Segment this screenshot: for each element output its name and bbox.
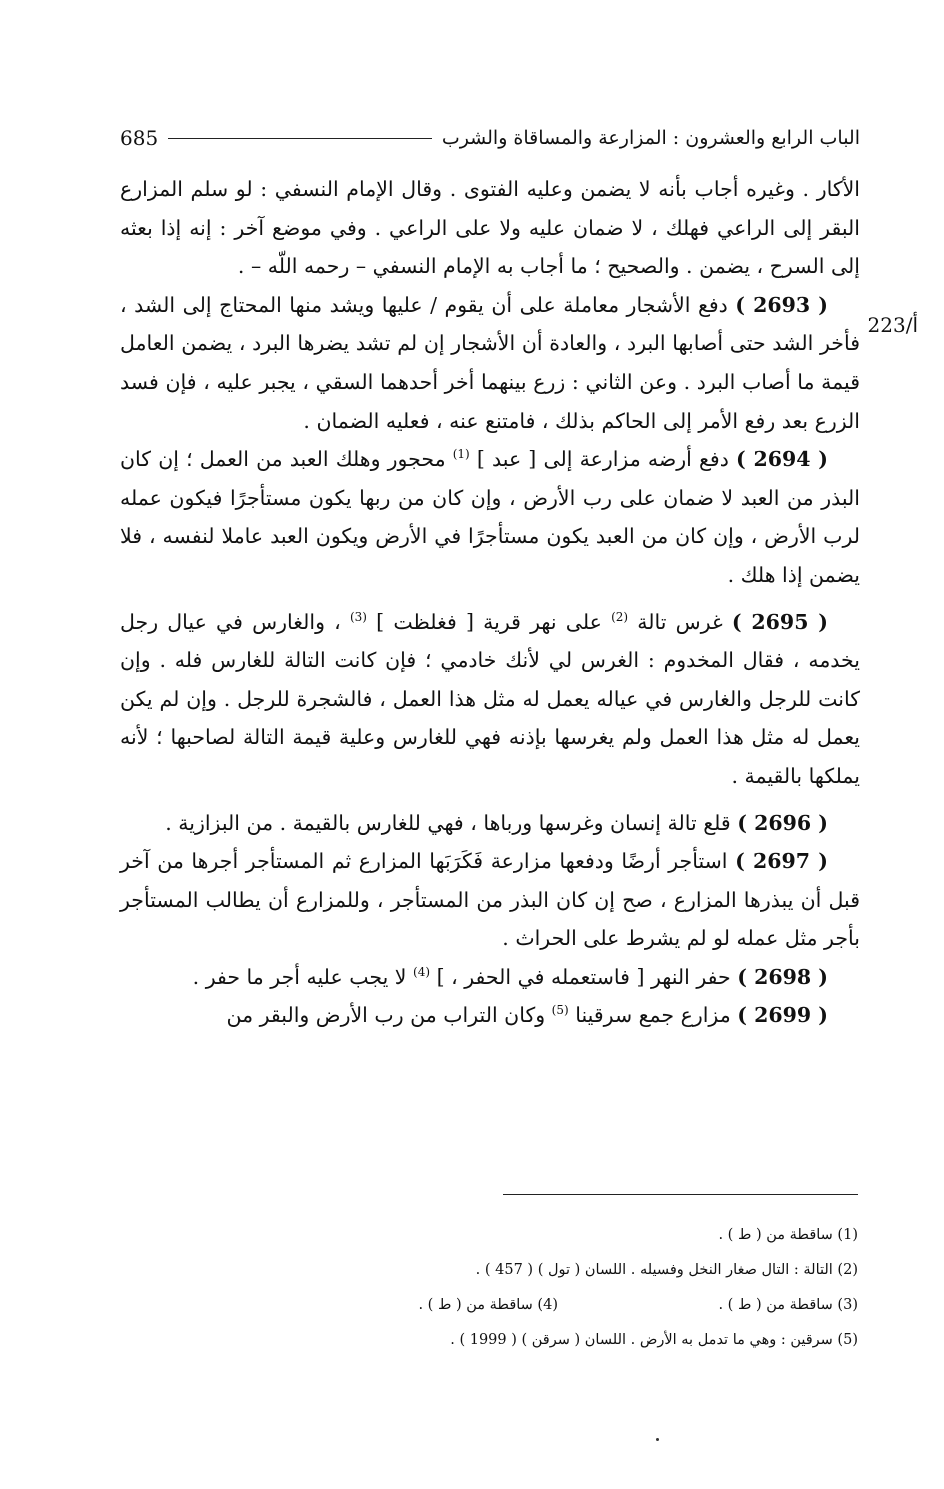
footnote-divider <box>503 1194 858 1195</box>
paragraph-text: استأجر أرضًا ودفعها مزارعة فَكَرَبَها المزارع ثم المستأجر أجرها من آخر قبل أن يبذرها المزارع ، صح إن كان البذر من المستأجر ، وللمزارع أن يطالب المستأجر بأجر مثل عمله لو لم يشرط على الحراث . <box>120 849 860 951</box>
footnote-2: (2) التالة : التال صغار النخل وفسيله . اللسان ( تول ) ( 457 ) . <box>475 1262 858 1278</box>
footnote-ref[interactable]: (5) <box>551 1003 569 1018</box>
paragraph-2696 <box>120 804 860 843</box>
paragraph-text: دفع الأشجار معاملة على أن يقوم / عليها ويشد منها المحتاج إلى الشد ، فأخر الشد حتى أصابها البرد ، والعادة أن الأشجار إن لم تشد يضرها البرد ، يضمن العامل قيمة ما أصاب البرد . وعن الثاني : زرع بينهما أخر أحدهما السقي ، يجبر عليه ، فإن فسد الزرع بعد رفع الأمر إلى الحاكم بذلك ، فامتنع عنه ، فعليه الضمان . <box>120 292 860 433</box>
footnotes <box>240 1218 858 1358</box>
paragraph-2694 <box>120 440 860 594</box>
paragraph-number: ( 2693 ) <box>735 292 828 317</box>
footnote-ref[interactable]: (4) <box>413 965 431 980</box>
footnote-4: (4) ساقطة من ( ط ) . <box>418 1297 558 1313</box>
paragraph-text: على نهر قرية [ فغلظت ] <box>376 609 602 634</box>
footnote-ref[interactable]: (2) <box>611 609 629 624</box>
footnote-3: (3) ساقطة من ( ط ) . <box>718 1297 858 1313</box>
main-text <box>120 170 860 1035</box>
paragraph-2693 <box>120 286 860 440</box>
paragraph-number: ( 2698 ) <box>737 964 828 989</box>
footnote-5: (5) سرقين : وهي ما تدمل به الأرض . اللسان ( سرقن ) ( 1999 ) . <box>450 1332 858 1348</box>
paragraph-text: دفع أرضه مزارعة إلى [ عبد ] <box>476 447 729 472</box>
paragraph-text: محجور وهلك العبد من العمل ؛ إن كان البذر من العبد لا ضمان على رب الأرض ، وإن كان من ربها يكون مستأجرًا فيكون عمله لرب الأرض ، وإن كان من العبد يكون مستأجرًا في الأرض ويكون العبد عاملا لنفسه ، فلا يضمن إذا هلك . <box>120 447 860 587</box>
paragraph-text: الأكار . وغيره أجاب بأنه لا يضمن وعليه الفتوى . وقال الإمام النسفي : لو سلم المزارع البقر إلى الراعي فهلك ، لا ضمان عليه ولا على الراعي . وفي موضع آخر : إنه إذا بعثه إلى السرح ، يضمن . والصحيح ؛ ما أجاب به الإمام النسفي – رحمه اللّه – . <box>120 177 860 279</box>
paragraph-2699 <box>120 996 860 1035</box>
paragraph-number: ( 2699 ) <box>737 1003 828 1028</box>
chapter-title: الباب الرابع والعشرون : المزارعة والمساقاة والشرب <box>441 127 860 149</box>
page-number: 685 <box>120 126 159 150</box>
paragraph-2695 <box>120 603 860 796</box>
paragraph-number: ( 2694 ) <box>735 447 828 472</box>
paragraph-text: لا يجب عليه أجر ما حفر . <box>192 964 407 989</box>
paragraph-2697 <box>120 842 860 958</box>
header-rule <box>168 138 432 139</box>
page-mark <box>656 1438 659 1441</box>
paragraph-2698 <box>120 958 860 997</box>
paragraph-text: حفر النهر [ فاستعمله في الحفر ، ] <box>436 964 731 989</box>
paragraph-text: مزارع جمع سرقينا <box>575 1003 731 1028</box>
paragraph-number: ( 2697 ) <box>735 849 828 874</box>
margin-folio-note: 223/أ <box>867 313 918 337</box>
paragraph-text: قلع تالة إنسان وغرسها ورباها ، فهي للغارس بالقيمة . من البزازية . <box>165 810 731 835</box>
paragraph-number: ( 2695 ) <box>731 609 828 634</box>
footnote-ref[interactable]: (1) <box>452 447 470 462</box>
paragraph-continuation <box>120 170 860 286</box>
paragraph-text: وكان التراب من رب الأرض والبقر من <box>226 1003 546 1028</box>
paragraph-text: غرس تالة <box>637 609 723 634</box>
paragraph-number: ( 2696 ) <box>737 810 828 835</box>
footnote-1: (1) ساقطة من ( ط ) . <box>718 1227 858 1243</box>
footnote-ref[interactable]: (3) <box>349 609 367 624</box>
running-header <box>120 118 860 158</box>
paragraph-text: ، والغارس في عيال رجل يخدمه ، فقال المخدوم : الغرس لي لأنك خادمي ؛ فإن كانت التالة للغارس فله . وإن كانت للرجل والغارس في عياله يعمل له مثل هذا العمل ، فالشجرة للرجل . وإن لم يكن يعمل له مثل هذا العمل ولم يغرسها بإذنه فهي للغارس وعلية قيمة التالة لصاحبها ؛ لأنه يملكها بالقيمة . <box>120 609 860 788</box>
footnote-row <box>240 1288 858 1323</box>
